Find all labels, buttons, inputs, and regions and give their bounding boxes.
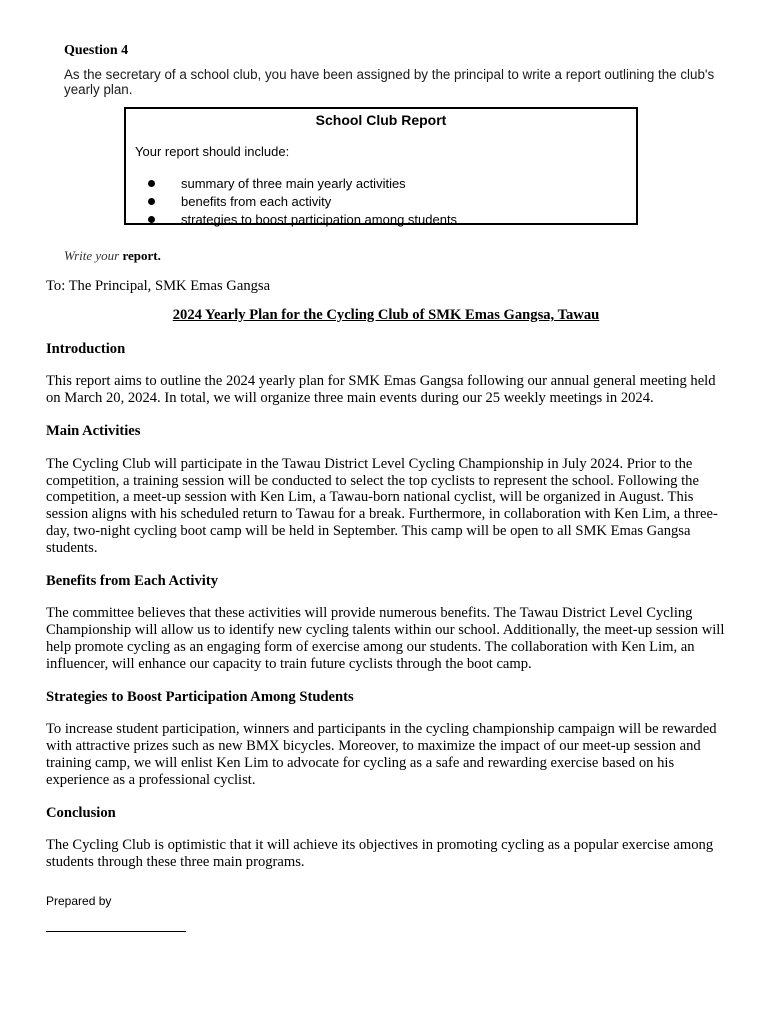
question-prompt: As the secretary of a school club, you have been assigned by the principal to write a report outlining the club's yearly plan. (64, 67, 715, 97)
section-heading-strategies: Strategies to Boost Participation Among Students (46, 688, 354, 705)
section-body-benefits: The committee believes that these activities will provide numerous benefits. The Tawau District Level Cycling Championship will allow us to identify new cycling talents within our school. Additionally, the meet-up session will help promote cycling as an engaging form of exercise among our students. The collaboration with Ken Lim, an influencer, will enhance our capacity to train future cyclists through the boot camp. (46, 605, 725, 672)
section-body-introduction: This report aims to outline the 2024 yearly plan for SMK Emas Gangsa following our annual general meeting held on March 20, 2024. In total, we will organize three main events during our 25 weekly meetings in 2024. (46, 373, 716, 407)
section-body-strategies: To increase student participation, winners and participants in the cycling championship campaign will be rewarded with attractive prizes such as new BMX bicycles. Moreover, to maximize the impact of our meet-up session and training camp, we will enlist Ken Lim to advocate for cycling as a safe and rewarding exercise based on his experience as a professional cyclist. (46, 721, 717, 788)
section-heading-introduction: Introduction (46, 340, 126, 357)
report-title: 2024 Yearly Plan for the Cycling Club of SMK Emas Gangsa, Tawau (172, 306, 600, 323)
write-instruction-italic: Write your (64, 248, 120, 263)
prepared-by-label: Prepared by (46, 893, 112, 908)
section-heading-benefits: Benefits from Each Activity (46, 572, 218, 589)
question-heading: Question 4 (64, 43, 129, 58)
section-body-main-activities: The Cycling Club will participate in the Tawau District Level Cycling Championship in July 2024. Prior to the competition, a training session will be conducted to select the top cyclists to represent the school. Following the competition, a meet-up session with Ken Lim, a Tawau-born national cyclist, will be organized in August. This session aligns with his scheduled return to Tawau for a break. Furthermore, in collaboration with Ken Lim, a three-day, two-night cycling boot camp will be held in September. This camp will be open to all SMK Emas Gangsa students. (46, 455, 718, 556)
signature-line (46, 931, 186, 932)
task-item-text: benefits from each activity (181, 194, 332, 209)
bullet-icon (148, 198, 155, 205)
section-heading-conclusion: Conclusion (46, 804, 116, 821)
bullet-icon (148, 180, 155, 187)
task-box-intro: Your report should include: (135, 144, 290, 159)
section-body-conclusion: The Cycling Club is optimistic that it will achieve its objectives in promoting cycling as a popular exercise among students through these three main programs. (46, 837, 714, 871)
report-recipient: To: The Principal, SMK Emas Gangsa (46, 278, 271, 294)
write-instruction-bold: report. (122, 248, 161, 263)
write-instruction (64, 248, 161, 264)
task-box (124, 107, 638, 225)
section-heading-main-activities: Main Activities (46, 422, 141, 439)
task-item-text: strategies to boost participation among students (181, 212, 458, 227)
task-box-title: School Club Report (315, 112, 447, 128)
task-item-text: summary of three main yearly activities (181, 176, 406, 191)
report (46, 278, 726, 932)
bullet-icon (148, 216, 155, 223)
